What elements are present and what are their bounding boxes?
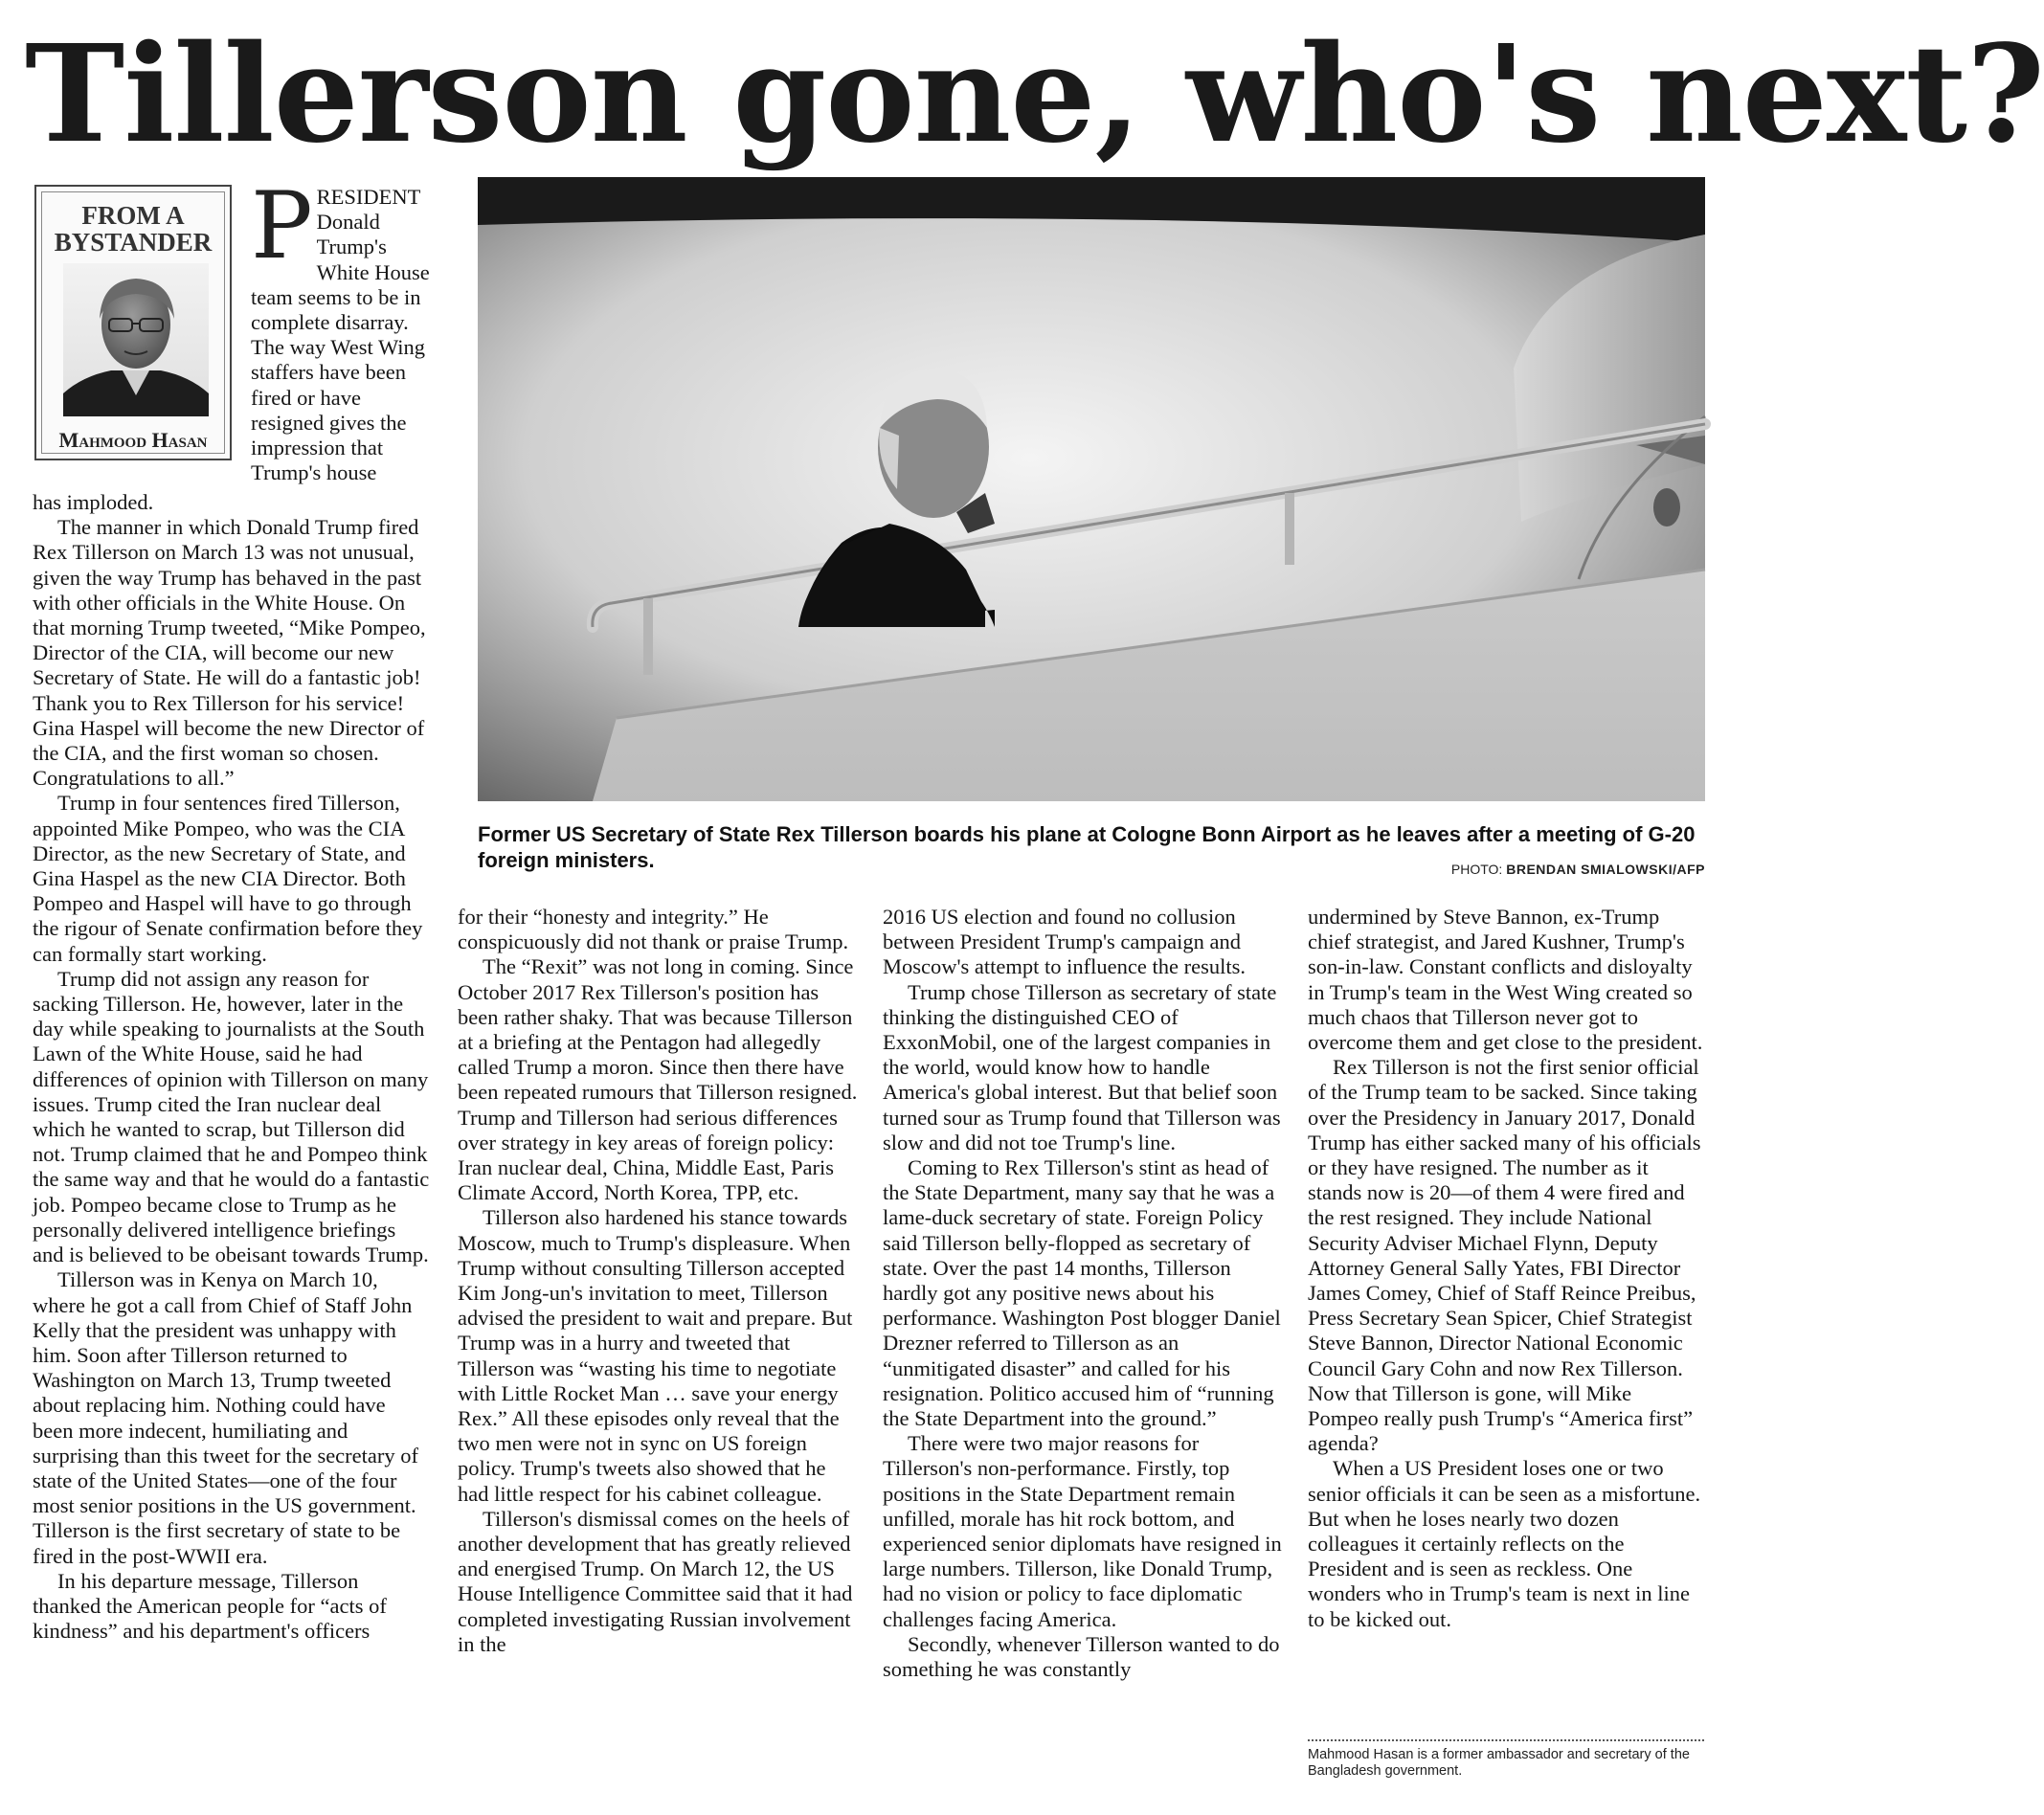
paragraph: undermined by Steve Bannon, ex-Trump chief strategist, and Jared Kushner, Trump's son-in-law. Constant conflicts and disloyalty in Trump's team in the West Wing created so much chaos that Tillerson never got to overcome them and get close to the president. — [1308, 905, 1703, 1055]
footnote-divider — [1308, 1739, 1704, 1741]
photo-caption: Former US Secretary of State Rex Tillerson boards his plane at Cologne Bonn Airport as he leaves after a meeting of G-20 foreign ministers. — [478, 822, 1696, 872]
paragraph: has imploded. — [33, 490, 154, 514]
intro-paragraph — [251, 172, 438, 485]
author-portrait — [63, 263, 209, 416]
article-column-1 — [33, 490, 430, 1644]
intro-text: Donald Trump's White House team seems to be in complete disarray. The way West Wing staffers have been fired or have resigned gives the impression that Trump's house — [251, 210, 430, 485]
column-kicker-2: BYSTANDER — [54, 228, 213, 257]
paragraph: Trump in four sentences fired Tillerson, appointed Mike Pompeo, who was the CIA Director, as the new Secretary of State, and Gina Haspel as the new CIA Director. Both Pompeo and Haspel will have to go through the rigour of Senate confirmation before they can formally start working. — [33, 791, 423, 966]
article-column-4 — [1308, 905, 1705, 1632]
paragraph: Trump chose Tillerson as secretary of state thinking the distinguished CEO of ExxonMobil, one of the largest companies in the world, would know how to handle America's global interest. But that belief soon turned sour as Trump found that Tillerson was slow and did not toe Trump's line. — [883, 979, 1281, 1154]
article-column-2 — [458, 905, 860, 1657]
paragraph: In his departure message, Tillerson thanked the American people for “acts of kindness” and his department's officers — [33, 1568, 387, 1644]
paragraph: Rex Tillerson is not the first senior official of the Trump team to be sacked. Since taking over the Presidency in January 2017, Donald Trump has either sacked many of his officials or they have resigned. The number as it stands now is 20—of them 4 were fired and the rest resigned. They include National Security Adviser Michael Flynn, Deputy Attorney General Sally Yates, FBI Director James Comey, Chief of Staff Reince Preibus, Press Secretary Sean Spicer, Chief Strategist Steve Bannon, Director National Economic Council Gary Cohn and now Rex Tillerson. Now that Tillerson is gone, will Mike Pompeo really push Trump's “America first” agenda? — [1308, 1055, 1701, 1456]
author-name: Mahmood Hasan — [58, 428, 208, 452]
column-box — [34, 185, 232, 460]
paragraph: 2016 US election and found no collusion between President Trump's campaign and Moscow's attempt to influence the results. — [883, 905, 1246, 979]
paragraph: Trump did not assign any reason for sacking Tillerson. He, however, later in the day while speaking to journalists at the South Lawn of the White House, said he had differences of opinion with Tillerson on many issues. Trump cited the Iran nuclear deal which he wanted to scrap, but Tillerson did not. Trump claimed that he and Pompeo think the same way and that he would do a fantastic job. Pompeo became close to Trump as he personally delivered intelligence briefings and is believed to be obeisant towards Trump. — [33, 966, 430, 1267]
paragraph: The manner in which Donald Trump fired Rex Tillerson on March 13 was not unusual, given the way Trump has behaved in the past with other officials in the White House. On that morning Trump tweeted, “Mike Pompeo, Director of the CIA, will become our new Secretary of State. He will do a fantastic job! Thank you to Rex Tillerson for his service! Gina Haspel will become the new Director of the CIA, and the first woman so chosen. Congratulations to all.” — [33, 515, 426, 791]
column-box-inner — [41, 191, 225, 454]
paragraph: Secondly, whenever Tillerson wanted to do something he was constantly — [883, 1631, 1280, 1682]
article-column-3 — [883, 905, 1285, 1682]
photo-credit-name: BRENDAN SMIALOWSKI/AFP — [1506, 862, 1705, 877]
paragraph: Tillerson was in Kenya on March 10, where he got a call from Chief of Staff John Kelly that the president was unhappy with him. Soon after Tillerson returned to Washington on March 13, Trump tweeted about replacing him. Nothing could have been more indecent, humiliating and surprising than this tweet for the secretary of state of the United States—one of the four most senior positions in the US government. Tillerson is the first secretary of state to be fired in the post-WWII era. — [33, 1267, 419, 1568]
headline: Tillerson gone, who's next? — [25, 16, 2044, 173]
drop-cap: P — [251, 172, 313, 280]
column-kicker: FROM A — [81, 201, 185, 230]
paragraph: for their “honesty and integrity.” He conspicuously did not thank or praise Trump. — [458, 905, 849, 954]
paragraph: Coming to Rex Tillerson's stint as head of the State Department, many say that he was a lame-duck secretary of state. Foreign Policy said Tillerson belly-flopped as secretary of state. Over the past 14 months, Tillerson hardly got any positive news about his performance. Washington Post blogger Daniel Drezner referred to Tillerson as an “unmitigated disaster” and called for his resignation. Politico accused him of “running the State Department into the ground.” — [883, 1155, 1281, 1431]
paragraph: There were two major reasons for Tillerson's non-performance. Firstly, top positions in the State Department remain unfilled, morale has hit rock bottom, and experienced senior diplomats have resigned in large numbers. Tillerson, like Donald Trump, had no vision or policy to face diplomatic challenges facing America. — [883, 1431, 1282, 1631]
paragraph: Tillerson's dismissal comes on the heels of another development that has greatly relieved and energised Trump. On March 12, the US House Intelligence Committee said that it had completed investigating Russian involvement in the — [458, 1506, 853, 1656]
paragraph: The “Rexit” was not long in coming. Since October 2017 Rex Tillerson's position has been rather shaky. That was because Tillerson at a briefing at the Pentagon had allegedly called Trump a moron. Since then there have been repeated rumours that Tillerson resigned. Trump and Tillerson had serious differences over strategy in key areas of foreign policy: Iran nuclear deal, China, Middle East, Paris Climate Accord, North Korea, TPP, etc. — [458, 954, 858, 1205]
photo-credit-label: PHOTO: — [1450, 862, 1507, 877]
news-photo — [478, 177, 1705, 801]
author-footnote: Mahmood Hasan is a former ambassador and secretary of the Bangladesh government. — [1308, 1747, 1690, 1779]
photo-credit — [1451, 862, 1705, 877]
paragraph: Tillerson also hardened his stance towards Moscow, much to Trump's displeasure. When Trump without consulting Tillerson accepted Kim Jong-un's invitation to meet, Tillerson advised the president to wait and prepare. But Trump was in a hurry and tweeted that Tillerson was “wasting his time to negotiate with Little Rocket Man … save your energy Rex.” All these episodes only reveal that the two men were not in sync on US foreign policy. Trump's tweets also showed that he had little respect for his cabinet colleague. — [458, 1205, 853, 1506]
intro-smallcaps: RESIDENT — [316, 185, 421, 209]
paragraph: When a US President loses one or two senior officials it can be seen as a misfortune. But when he loses nearly two dozen colleagues it certainly reflects on the President and is seen as reckless. One wonders who in Trump's team is next in line to be kicked out. — [1308, 1456, 1701, 1631]
